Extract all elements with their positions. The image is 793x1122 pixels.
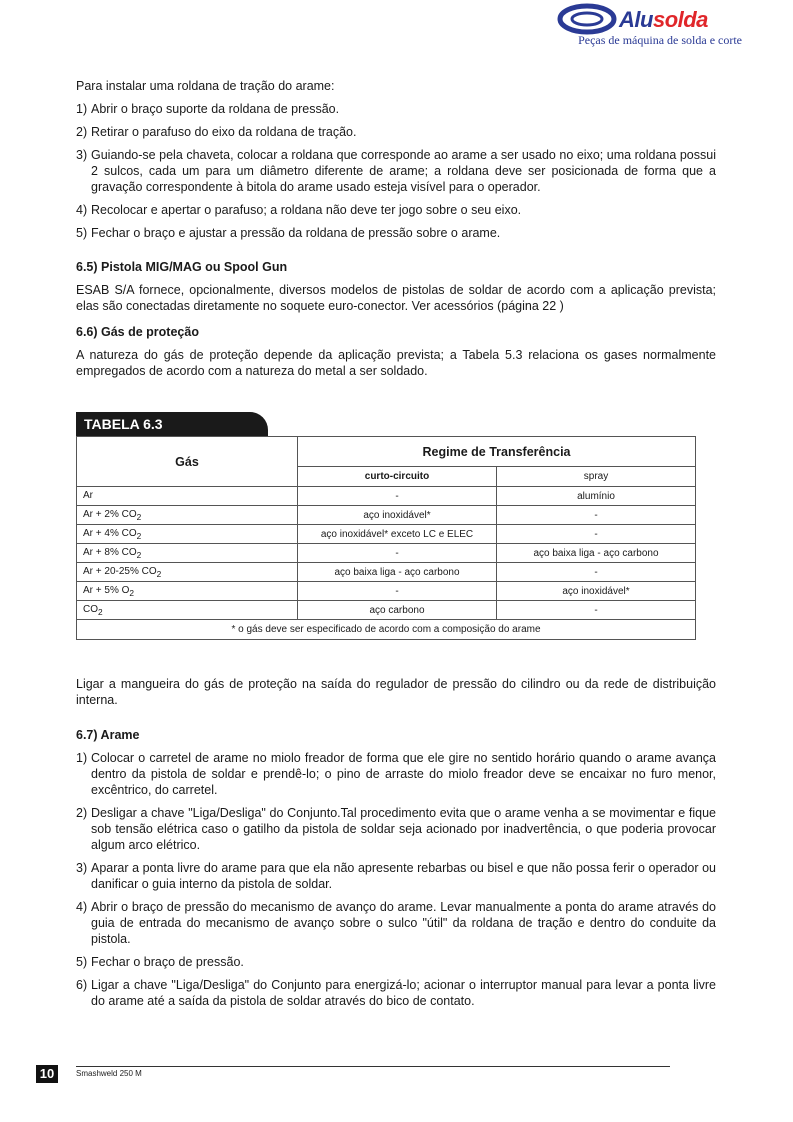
spray-cell: alumínio <box>497 487 696 506</box>
table-row <box>77 487 696 506</box>
short-circuit-cell: aço inoxidável* <box>298 506 497 525</box>
page-number: 10 <box>36 1065 58 1083</box>
spray-cell: - <box>497 525 696 544</box>
gas-cell: Ar + 20-25% $CO_2$ <box>77 563 298 582</box>
wire-step: 4) Abrir o braço de pressão do mecanismo de avanço do arame. Levar manualmente a ponta do arame através do guia de entrada do mecanismo de avanço sobre o sulco "útil" da roldana de tração e dentro do conduite da pistola. <box>76 900 716 946</box>
spray-cell: - <box>497 563 696 582</box>
intro-step: 3) Guiando-se pela chaveta, colocar a roldana que corresponde ao arame a ser usado no eixo; uma roldana possui 2 sulcos, cada um para um diâmetro diferente de arame; a roldana deve ser posicionada de forma que a gravação correspondente à bitola do arame usado esteja visível para o operador. <box>76 148 716 194</box>
gas-table-grid <box>76 436 696 640</box>
section-title-6-6: 6.6) Gás de proteção <box>76 325 199 339</box>
table-row <box>77 563 696 582</box>
upper-content <box>76 78 716 379</box>
footer-divider <box>76 1066 670 1067</box>
after-table-text: Ligar a mangueira do gás de proteção na saída do regulador de pressão do cilindro ou da rede de distribuição interna. <box>76 677 716 707</box>
table-row <box>77 601 696 620</box>
short-circuit-cell: - <box>298 582 497 601</box>
gas-cell: Ar + 5% $O_2$ <box>77 582 298 601</box>
gas-cell: $CO_2$ <box>77 601 298 620</box>
wire-step: 6) Ligar a chave "Liga/Desliga" do Conjunto para energizá-lo; acionar o interruptor manual para levar a ponta livre do arame até a saída da pistola de soldar através do bico de contato. <box>76 978 716 1008</box>
spray-cell: aço inoxidável* <box>497 582 696 601</box>
col-header-gas: Gás <box>77 437 298 487</box>
gas-table <box>76 412 695 640</box>
table-row <box>77 544 696 563</box>
wire-step: 3) Aparar a ponta livre do arame para que ela não apresente rebarbas ou bisel e que não possa ferir o operador ou danificar o guia interno da pistola de soldar. <box>76 861 716 891</box>
intro-lead: Para instalar uma roldana de tração do arame: <box>76 79 335 93</box>
table-row <box>77 525 696 544</box>
brand-tagline: Peças de máquina de solda e corte <box>578 33 742 47</box>
intro-step: 2) Retirar o parafuso do eixo da roldana de tração. <box>76 125 357 139</box>
lower-content <box>76 676 716 1009</box>
spray-cell: aço baixa liga - aço carbono <box>497 544 696 563</box>
spray-cell: - <box>497 506 696 525</box>
spray-cell: - <box>497 601 696 620</box>
table-row <box>77 582 696 601</box>
col-header-regime: Regime de Transferência <box>298 437 696 467</box>
intro-step: 4) Recolocar e apertar o parafuso; a roldana não deve ter jogo sobre o seu eixo. <box>76 203 522 217</box>
short-circuit-cell: aço baixa liga - aço carbono <box>298 563 497 582</box>
sub-header-short-circuit: curto-circuito <box>298 467 497 487</box>
table-row <box>77 506 696 525</box>
logo-swirl-icon <box>557 2 617 36</box>
section-title-6-7: 6.7) Arame <box>76 728 140 742</box>
section-body-6-6: A natureza do gás de proteção depende da aplicação prevista; a Tabela 5.3 relaciona os gases normalmente empregados de acordo com a natureza do metal a ser soldado. <box>76 348 716 378</box>
gas-cell: Ar + 2% $CO_2$ <box>77 506 298 525</box>
short-circuit-cell: aço carbono <box>298 601 497 620</box>
gas-cell: Ar <box>77 487 298 506</box>
table-header-row <box>77 437 696 467</box>
wire-step: 1) Colocar o carretel de arame no miolo freador de forma que ele gire no sentido horário quando o arame avança dentro da pistola de soldar e prendê-lo; o pino de arraste do miolo freador deve se encaixar no furo menor, excêntrico, do carretel. <box>76 751 716 797</box>
document-name: Smashweld 250 M <box>76 1069 142 1078</box>
sub-header-spray: spray <box>497 467 696 487</box>
table-label: TABELA 6.3 <box>76 412 268 436</box>
intro-step: 1) Abrir o braço suporte da roldana de pressão. <box>76 102 340 116</box>
short-circuit-cell: - <box>298 487 497 506</box>
short-circuit-cell: aço inoxidável* exceto LC e ELEC <box>298 525 497 544</box>
wire-step: 5) Fechar o braço de pressão. <box>76 955 244 969</box>
gas-cell: Ar + 4% $CO_2$ <box>77 525 298 544</box>
brand-name: Alusolda <box>619 7 708 32</box>
table-note: * o gás deve ser especificado de acordo com a composição do arame <box>77 620 696 640</box>
short-circuit-cell: - <box>298 544 497 563</box>
gas-cell: Ar + 8% $CO_2$ <box>77 544 298 563</box>
section-title-6-5: 6.5) Pistola MIG/MAG ou Spool Gun <box>76 260 288 274</box>
intro-step: 5) Fechar o braço e ajustar a pressão da roldana de pressão sobre o arame. <box>76 226 501 240</box>
section-body-6-5: ESAB S/A fornece, opcionalmente, diversos modelos de pistolas de soldar de acordo com a aplicação prevista; elas são conectadas diretamente no soquete euro-conector. Ver acessórios (página 22 ) <box>76 283 716 313</box>
wire-step: 2) Desligar a chave "Liga/Desliga" do Conjunto.Tal procedimento evita que o arame venha a se movimentar e fique sob tensão elétrica caso o gatilho da pistola de soldar seja acionado por inadvertência, o que poderia provocar algum arco elétrico. <box>76 806 716 852</box>
table-note-row <box>77 620 696 640</box>
